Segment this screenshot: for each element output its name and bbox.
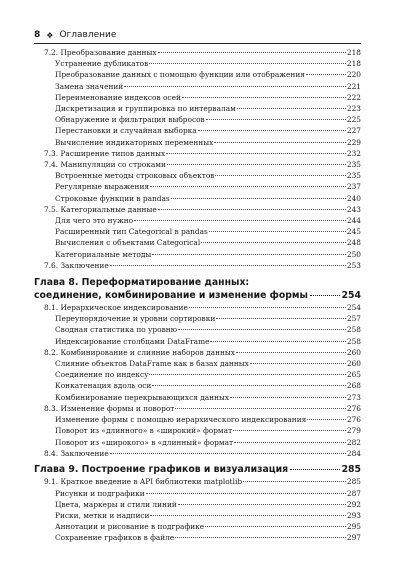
toc-entry-page: 253	[346, 260, 361, 270]
toc-entry[interactable]	[34, 81, 361, 92]
toc-entry-page: 260	[346, 359, 361, 369]
dot-leader	[189, 307, 346, 308]
dot-leader	[149, 63, 346, 64]
toc-entry[interactable]	[34, 403, 361, 414]
toc-entry[interactable]	[34, 58, 361, 69]
toc-entry-page: 284	[346, 448, 361, 458]
toc-entry[interactable]	[34, 476, 361, 487]
toc-entry-title: Расширенный тип Categorical в pandas	[55, 227, 208, 237]
toc-entry-page: 276	[346, 403, 361, 413]
toc-entry[interactable]	[34, 204, 361, 215]
toc-entry-page: 235	[346, 160, 361, 170]
chapter-title: Глава 9. Построение графиков и визуализация	[34, 463, 289, 475]
toc-entry-page: 254	[346, 303, 361, 313]
toc-entry[interactable]	[34, 380, 361, 391]
toc-entry-title: Слияние объектов DataFrame как в базах данных	[55, 359, 249, 369]
dot-leader	[150, 186, 346, 187]
toc-entry-page: 250	[346, 249, 361, 259]
toc-entry-title: Соединение по индексу	[55, 370, 149, 380]
toc-entry[interactable]	[34, 369, 361, 380]
toc-entry[interactable]	[34, 193, 361, 204]
toc-entry[interactable]	[34, 532, 361, 543]
dot-leader	[175, 408, 345, 409]
toc-entry[interactable]	[34, 488, 361, 499]
toc-entry[interactable]	[34, 448, 361, 459]
toc-entry-page: 293	[346, 511, 361, 521]
toc-entry-title: Риски, метки и надписи	[55, 511, 150, 521]
toc-entry-page: 258	[346, 325, 361, 335]
toc-entry-title: 7.6. Заключение	[44, 260, 109, 270]
toc-entry-title: Поворот из «длинного» в «широкий» формат	[55, 426, 233, 436]
dot-leader	[171, 198, 346, 199]
toc-entry-title: Вычисление индикаторных переменных	[55, 137, 214, 147]
header-rule	[34, 43, 361, 44]
toc-entry-page: 218	[346, 48, 361, 57]
dot-leader	[310, 295, 340, 296]
chapter-title: Глава 8. Переформатирование данных:	[34, 277, 250, 289]
toc-entry[interactable]	[34, 414, 361, 425]
dot-leader	[134, 220, 346, 221]
dot-leader	[152, 385, 346, 386]
toc-entry-title: Аннотации и рисование в подграфике	[55, 522, 205, 532]
dot-leader	[175, 537, 346, 538]
dot-leader	[250, 363, 346, 364]
toc-entry[interactable]	[34, 499, 361, 510]
toc-entry-page: 260	[346, 347, 361, 357]
dot-leader	[178, 329, 346, 330]
dot-leader	[214, 142, 346, 143]
toc-entry-page: 297	[346, 533, 361, 543]
dot-leader	[178, 504, 346, 505]
dot-leader	[307, 419, 346, 420]
toc-entry[interactable]	[34, 260, 361, 271]
chapter-heading-line[interactable]	[34, 464, 361, 477]
toc-entry[interactable]	[34, 69, 361, 80]
toc-entry-title: 8.1. Иерархическое индексирование	[44, 303, 188, 313]
toc-entry-page: 285	[346, 477, 361, 487]
toc-entry[interactable]	[34, 92, 361, 103]
toc-entry-page: 245	[346, 227, 361, 237]
toc-entry-title: Преобразование данных с помощью функции или отображения	[55, 70, 305, 80]
toc-entry-title: Комбинирование перекрывающихся данных	[55, 392, 230, 402]
toc-entry-title: 7.3. Расширение типов данных	[44, 148, 166, 158]
toc-entry-title: Поворот из «широкого» в «длинный» формат	[55, 437, 234, 447]
toc-entry-title: Встроенные методы строковых объектов	[55, 171, 215, 181]
toc-entry-title: Цвета, маркеры и стили линий	[55, 499, 177, 509]
toc-entry[interactable]	[34, 125, 361, 136]
chapter-title: соединение, комбинирование и изменение формы	[34, 289, 308, 301]
toc-entry-page: 257	[346, 314, 361, 324]
dot-leader	[236, 352, 346, 353]
toc-entry-page: 265	[346, 370, 361, 380]
toc-entry-title: Изменение формы с помощью иерархического индексирования	[55, 415, 307, 425]
running-header	[34, 30, 361, 40]
chapter-heading-line[interactable]	[34, 277, 361, 290]
toc-entry-title: Вычисления с объектами Categorical	[55, 238, 201, 248]
dot-leader	[230, 397, 346, 398]
table-of-contents	[34, 47, 361, 544]
toc-entry[interactable]	[34, 103, 361, 114]
toc-entry-page: 237	[346, 182, 361, 192]
toc-entry-page: 243	[346, 204, 361, 214]
toc-entry-title: 7.4. Манипуляции со строками	[44, 160, 166, 170]
toc-entry-title: Рисунки и подграфики	[55, 488, 145, 498]
dot-leader	[237, 108, 346, 109]
toc-entry-page: 227	[346, 126, 361, 136]
toc-entry-title: Регулярные выражения	[55, 182, 150, 192]
chapter-page: 285	[341, 463, 361, 475]
dot-leader	[215, 175, 345, 176]
toc-entry-title: Переупорядочение и уровни сортировки	[55, 314, 216, 324]
toc-entry[interactable]	[34, 313, 361, 324]
toc-entry[interactable]	[34, 215, 361, 226]
toc-entry-page: 282	[346, 437, 361, 447]
chapter-page: 254	[341, 289, 361, 301]
toc-entry[interactable]	[34, 437, 361, 448]
dot-leader	[167, 164, 346, 165]
toc-entry[interactable]	[34, 425, 361, 436]
toc-entry[interactable]	[34, 510, 361, 521]
toc-entry-page: 232	[346, 148, 361, 158]
toc-entry-title: Конкатенация вдоль оси	[55, 381, 152, 391]
toc-entry-page: 225	[346, 115, 361, 125]
toc-entry-title: Переименование индексов осей	[55, 92, 181, 102]
dot-leader	[146, 493, 346, 494]
toc-entry-title: Дискретизация и группировка по интервалам	[55, 104, 236, 114]
toc-entry-title: 7.5. Категориальные данные	[44, 204, 157, 214]
toc-entry-page: 229	[346, 137, 361, 147]
toc-entry[interactable]	[34, 521, 361, 532]
dot-leader	[201, 242, 346, 243]
toc-entry[interactable]	[34, 302, 361, 313]
toc-entry[interactable]	[34, 114, 361, 125]
toc-entry-page: 220	[346, 70, 361, 80]
toc-entry-page: 221	[346, 81, 361, 91]
toc-entry-page: 218	[346, 59, 361, 69]
dot-leader	[124, 86, 346, 87]
toc-entry[interactable]	[34, 324, 361, 335]
toc-entry-title: Замена значений	[55, 81, 124, 91]
chapter-heading-line[interactable]	[34, 290, 361, 303]
dot-leader	[243, 481, 346, 482]
toc-entry-title: Сводная статистика по уровню	[55, 325, 178, 335]
dot-leader	[150, 515, 345, 516]
dot-leader	[290, 469, 339, 470]
toc-entry-title: Устранение дубликатов	[55, 59, 149, 69]
toc-entry-title: Индексирование столбцами DataFrame	[55, 336, 210, 346]
dot-leader	[216, 318, 346, 319]
toc-entry[interactable]	[34, 226, 361, 237]
dot-leader	[149, 374, 345, 375]
dot-leader	[234, 442, 346, 443]
toc-entry[interactable]	[34, 237, 361, 248]
toc-entry[interactable]	[34, 181, 361, 192]
dot-leader	[182, 97, 346, 98]
toc-entry-title: Категориальные методы	[55, 249, 152, 259]
dot-leader	[198, 130, 346, 131]
running-title: Оглавление	[59, 30, 117, 40]
toc-entry-page: 244	[346, 216, 361, 226]
dot-leader	[158, 52, 346, 53]
dot-leader	[166, 153, 346, 154]
dot-leader	[209, 231, 346, 232]
dot-leader	[205, 526, 346, 527]
dot-leader	[206, 119, 346, 120]
toc-entry-page: 240	[346, 193, 361, 203]
toc-entry[interactable]	[34, 392, 361, 403]
toc-entry[interactable]	[34, 347, 361, 358]
toc-entry[interactable]	[34, 148, 361, 159]
toc-entry[interactable]	[34, 170, 361, 181]
toc-entry-page: 223	[346, 104, 361, 114]
toc-entry-page: 292	[346, 499, 361, 509]
toc-entry-page: 258	[346, 336, 361, 346]
dot-leader	[210, 341, 345, 342]
toc-entry-title: Для чего это нужно	[55, 216, 134, 226]
toc-entry-title: 9.1. Краткое введение в API библиотеки matplotlib	[44, 477, 243, 487]
toc-entry[interactable]	[34, 47, 361, 58]
toc-entry-title: 7.2. Преобразование данных	[44, 48, 157, 57]
toc-entry[interactable]	[34, 249, 361, 260]
toc-entry-page: 279	[346, 426, 361, 436]
toc-entry-page: 268	[346, 381, 361, 391]
toc-entry-page: 276	[346, 415, 361, 425]
toc-entry-page: 235	[346, 171, 361, 181]
toc-entry-page: 273	[346, 392, 361, 402]
toc-entry[interactable]	[34, 159, 361, 170]
dot-leader	[152, 254, 346, 255]
toc-entry-page: 287	[346, 488, 361, 498]
toc-entry-page: 222	[346, 92, 361, 102]
toc-entry[interactable]	[34, 137, 361, 148]
dot-leader	[158, 209, 346, 210]
dot-leader	[110, 265, 346, 266]
dot-leader	[110, 453, 346, 454]
page-number: 8	[34, 30, 41, 40]
toc-entry-title: 8.2. Комбинирование и слияние наборов данных	[44, 347, 235, 357]
ornament-icon: ❖	[46, 30, 54, 40]
toc-entry-page: 248	[346, 238, 361, 248]
toc-entry-page: 295	[346, 522, 361, 532]
dot-leader	[306, 74, 346, 75]
toc-entry-title: Обнаружение и фильтрация выбросов	[55, 115, 205, 125]
toc-entry-title: Строковые функции в pandas	[55, 193, 170, 203]
toc-entry[interactable]	[34, 336, 361, 347]
toc-entry[interactable]	[34, 358, 361, 369]
toc-entry-title: 8.3. Изменение формы и поворот	[44, 403, 175, 413]
toc-entry-title: Сохранение графиков в файле	[55, 533, 175, 543]
toc-entry-title: Перестановки и случайная выборка	[55, 126, 197, 136]
dot-leader	[233, 430, 346, 431]
toc-entry-title: 8.4. Заключение	[44, 448, 109, 458]
